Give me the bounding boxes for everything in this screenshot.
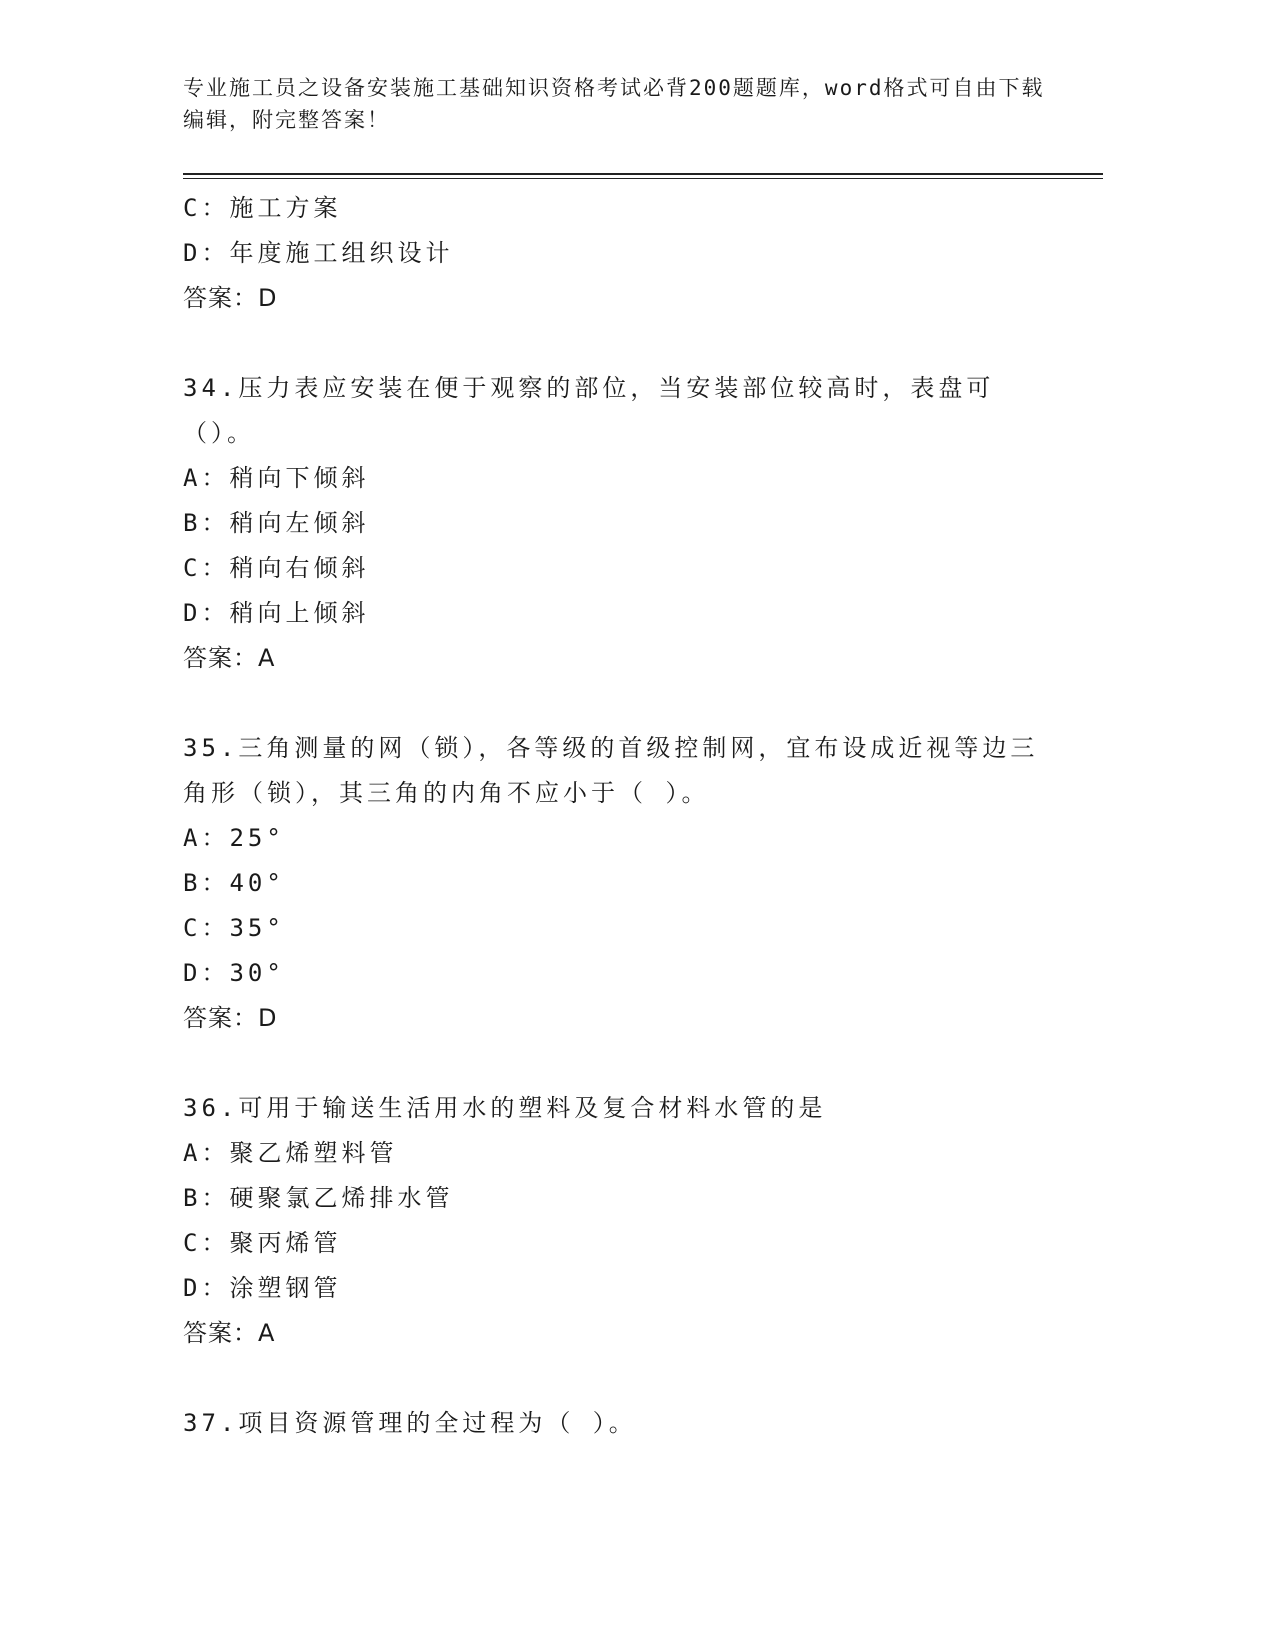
question-34	[183, 366, 1063, 681]
option-a: A：聚乙烯塑料管	[183, 1139, 398, 1167]
answer-line: 答案：D	[183, 284, 278, 312]
question-37	[183, 1401, 1063, 1446]
option-c: C：35°	[183, 914, 285, 942]
question-stem: 37.项目资源管理的全过程为（ ）。	[183, 1409, 637, 1437]
header-rule-thick	[183, 173, 1103, 175]
option-d: D：涂塑钢管	[183, 1274, 342, 1302]
option-a: A：稍向下倾斜	[183, 464, 370, 492]
question-36	[183, 1086, 1063, 1356]
option-d: D：稍向上倾斜	[183, 599, 370, 627]
option-c: C：施工方案	[183, 194, 342, 222]
question-33-continuation	[183, 186, 1063, 321]
option-a: A：25°	[183, 824, 285, 852]
option-d: D：年度施工组织设计	[183, 239, 454, 267]
option-b: B：硬聚氯乙烯排水管	[183, 1184, 454, 1212]
option-b: B：稍向左倾斜	[183, 509, 370, 537]
question-35	[183, 726, 1063, 1041]
question-stem: 36.可用于输送生活用水的塑料及复合材料水管的是	[183, 1094, 827, 1122]
answer-line: 答案：A	[183, 644, 276, 672]
answer-line: 答案：D	[183, 1004, 278, 1032]
option-c: C：稍向右倾斜	[183, 554, 370, 582]
header-rule-thin	[183, 178, 1103, 179]
document-header: 专业施工员之设备安装施工基础知识资格考试必背200题题库，word格式可自由下载编辑，附完整答案！	[183, 76, 1045, 132]
question-stem: 34.压力表应安装在便于观察的部位，当安装部位较高时，表盘可（）。	[183, 374, 995, 447]
option-d: D：30°	[183, 959, 285, 987]
question-list	[183, 186, 1063, 1446]
question-stem: 35.三角测量的网（锁），各等级的首级控制网，宜布设成近视等边三角形（锁），其三角的内角不应小于（ ）。	[183, 734, 1039, 807]
option-c: C：聚丙烯管	[183, 1229, 342, 1257]
option-b: B：40°	[183, 869, 285, 897]
answer-line: 答案：A	[183, 1319, 276, 1347]
